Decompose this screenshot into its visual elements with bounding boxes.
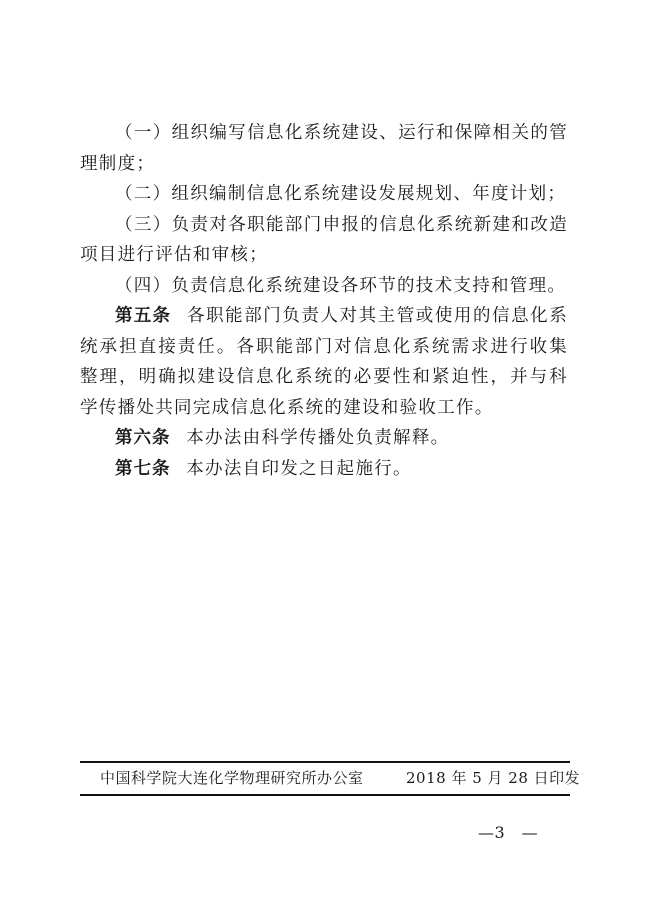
paragraph-text: （三）负责对各职能部门申报的信息化系统新建和改造项目进行评估和审核； — [80, 214, 568, 265]
article-text: 本办法自印发之日起施行。 — [186, 458, 412, 479]
article-number: 第六条 — [115, 428, 171, 448]
issue-date: 2018 年 5 月 28 日印发 — [406, 769, 581, 787]
issuing-organization: 中国科学院大连化学物理研究所办公室 — [100, 769, 364, 787]
paragraph-item-4 — [80, 271, 568, 302]
page-number: —3 — — [478, 823, 539, 842]
document-body — [80, 118, 568, 484]
article-6 — [80, 423, 568, 454]
footer-bottom-rule — [80, 794, 570, 796]
paragraph-item-2 — [80, 179, 568, 210]
article-7 — [80, 454, 568, 485]
article-5 — [80, 301, 568, 423]
paragraph-text: （二）组织编制信息化系统建设发展规划、年度计划； — [115, 184, 567, 204]
footer-top-rule — [80, 761, 570, 763]
paragraph-item-3 — [80, 210, 568, 271]
article-number: 第七条 — [115, 458, 171, 479]
article-text: 各职能部门负责人对其主管或使用的信息化系统承担直接责任。各职能部门对信息化系统需求进行收集整理，明确拟建设信息化系统的必要性和紧迫性，并与科学传播处共同完成信息化系统的建设和验收工作。 — [80, 306, 569, 418]
article-number: 第五条 — [115, 306, 172, 326]
paragraph-text: （四）负责信息化系统建设各环节的技术支持和管理。 — [115, 275, 567, 296]
paragraph-text: （一）组织编写信息化系统建设、运行和保障相关的管理制度； — [80, 123, 568, 174]
paragraph-item-1 — [80, 118, 568, 179]
article-text: 本办法由科学传播处负责解释。 — [186, 428, 450, 448]
